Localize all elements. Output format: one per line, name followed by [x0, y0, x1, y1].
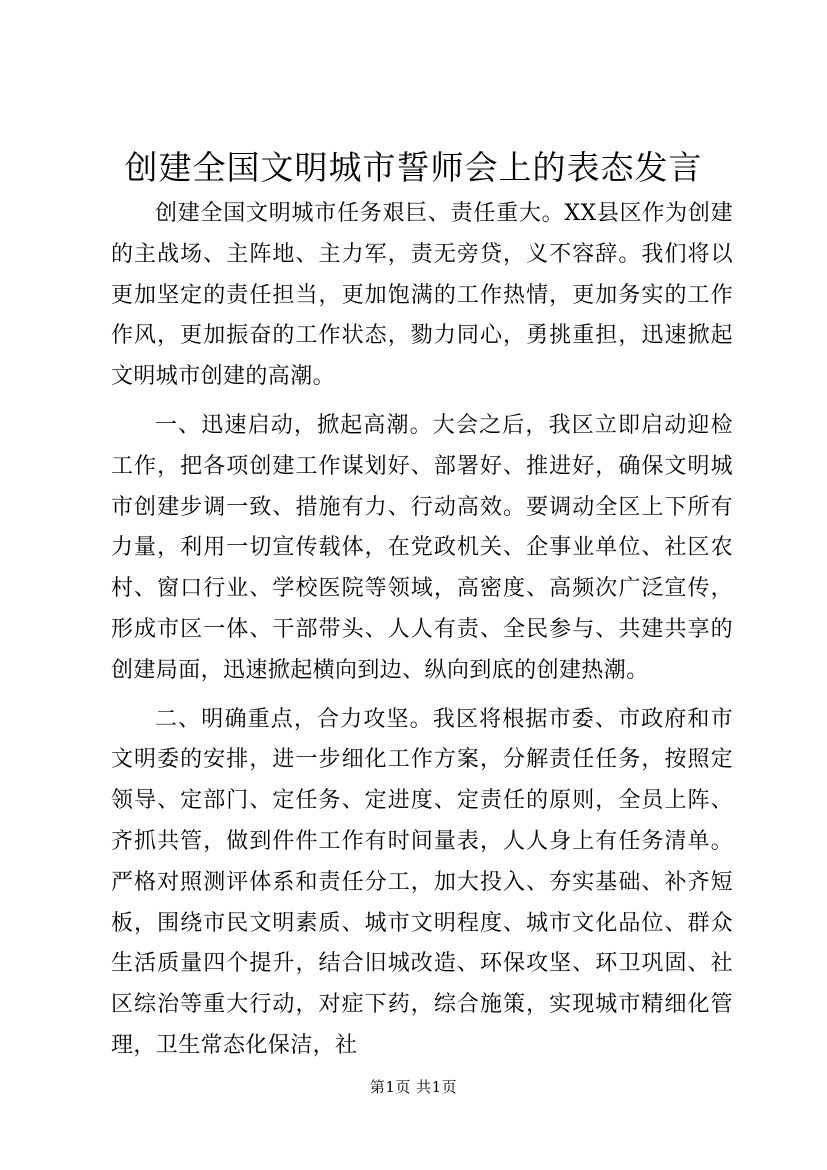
paragraph-section-one: 一、迅速启动，掀起高潮。大会之后，我区立即启动迎检工作，把各项创建工作谋划好、部署好、推进好，确保文明城市创建步调一致、措施有力、行动高效。要调动全区上下所有力量，利用一切宣传载体，在党政机关、企事业单位、社区农村、窗口行业、学校医院等领域，高密度、高频次广泛宣传，形成市区一体、干部带头、人人有责、全民参与、共建共享的创建局面，迅速掀起横向到边、纵向到底的创建热潮。: [111, 412, 733, 683]
document-title: 创建全国文明城市誓师会上的表态发言: [124, 148, 703, 187]
page-number-footer: 第1页 共1页: [369, 1078, 458, 1096]
paragraph-intro: 创建全国文明城市任务艰巨、责任重大。XX县区作为创建的主战场、主阵地、主力军，责无旁贷，义不容辞。我们将以更加坚定的责任担当，更加饱满的工作热情，更加务实的工作作风，更加振奋的工作状态，勠力同心，勇挑重担，迅速掀起文明城市创建的高潮。: [111, 201, 733, 390]
document-body: [111, 194, 733, 1067]
paragraph-section-two: 二、明确重点，合力攻坚。我区将根据市委、市政府和市文明委的安排，进一步细化工作方案，分解责任任务，按照定领导、定部门、定任务、定进度、定责任的原则，全员上阵、齐抓共管，做到件件工作有时间量表，人人身上有任务清单。严格对照测评体系和责任分工，加大投入、夯实基础、补齐短板，围绕市民文明素质、城市文明程度、城市文化品位、群众生活质量四个提升，结合旧城改造、环保攻坚、环卫巩固、社区综治等重大行动，对症下药，综合施策，实现城市精细化管理，卫生常态化保洁，社: [111, 706, 733, 1058]
